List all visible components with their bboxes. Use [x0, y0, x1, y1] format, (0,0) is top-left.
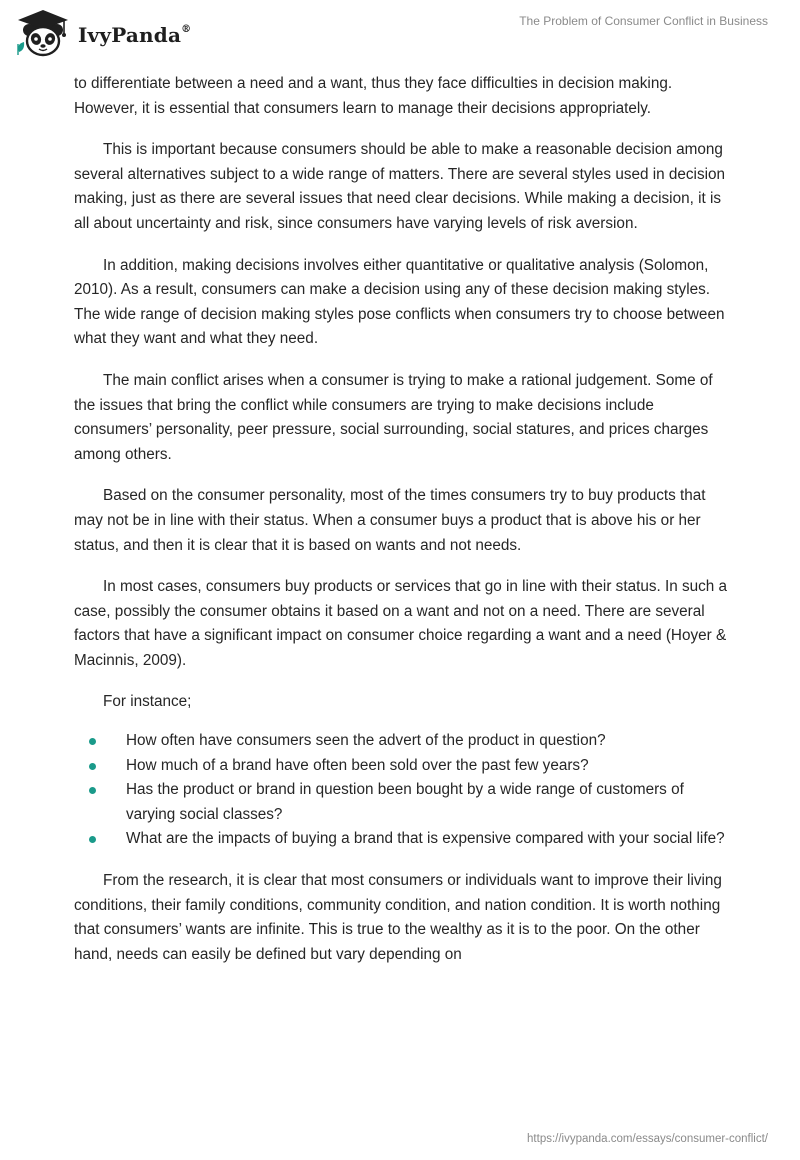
essay-body	[74, 72, 734, 984]
list-item	[74, 729, 734, 754]
paragraph-6: In most cases, consumers buy products or services that go in line with their status. In such a case, possibly the consumer obtains it based on a want and not on a need. There are several factors that have a significant impact on consumer choice regarding a want and a need (Hoyer & Macinnis, 2009).	[74, 578, 728, 669]
source-url[interactable]: https://ivypanda.com/essays/consumer-conflict/	[527, 1133, 768, 1145]
list-item	[74, 754, 734, 779]
ivypanda-logo[interactable]	[14, 8, 191, 58]
list-item-text: What are the impacts of buying a brand that is expensive compared with your social life?	[126, 830, 725, 848]
panda-graduate-icon	[14, 8, 72, 58]
list-item-text: How often have consumers seen the advert of the product in question?	[126, 732, 606, 750]
page-header	[0, 0, 800, 70]
document-title: The Problem of Consumer Conflict in Business	[519, 14, 768, 28]
list-item-text: How much of a brand have often been sold over the past few years?	[126, 756, 589, 774]
paragraph-2: This is important because consumers should be able to make a reasonable decision among several alternatives subject to a wide range of matters. There are several styles used in decision making, just as there are several issues that need clear decisions. While making a decision, it is all about uncertainty and risk, since consumers have varying levels of risk aversion.	[74, 141, 726, 232]
bullet-icon	[89, 787, 96, 794]
bullet-icon	[89, 836, 96, 843]
paragraph-3: In addition, making decisions involves either quantitative or qualitative analysis (Solomon, 2010). As a result, consumers can make a decision using any of these decision making styles. The wide range of decision making styles pose conflicts when consumers try to choose between what they want and what they need.	[74, 256, 725, 348]
bullet-list	[74, 729, 734, 852]
paragraph-5: Based on the consumer personality, most of the times consumers try to buy products that may not be in line with their status. When a consumer buys a product that is above his or her status, and then it is clear that it is based on wants and not needs.	[74, 487, 706, 554]
paragraph-4: The main conflict arises when a consumer is trying to make a rational judgement. Some of the issues that bring the conflict while consumers are trying to make decisions include consumers’ personality, peer pressure, social surrounding, social statures, and prices charges among others.	[74, 371, 713, 463]
list-item	[74, 778, 734, 827]
paragraph-1: to differentiate between a need and a want, thus they face difficulties in decision making. However, it is essential that consumers learn to manage their decisions appropriately.	[74, 75, 673, 117]
paragraph-7: For instance;	[103, 693, 192, 711]
list-item	[74, 827, 734, 852]
brand-name: IvyPanda®	[78, 23, 192, 47]
bullet-icon	[89, 738, 96, 745]
registered-mark: ®	[181, 24, 192, 36]
list-item-text: Has the product or brand in question been bought by a wide range of customers of varying social classes?	[126, 781, 684, 823]
bullet-icon	[89, 763, 96, 770]
paragraph-8: From the research, it is clear that most consumers or individuals want to improve their living conditions, their family conditions, community condition, and nation condition. It is worth nothing that consumers’ wants are infinite. This is true to the wealthy as it is to the poor. On the other hand, needs can easily be defined but vary depending on	[74, 872, 722, 963]
